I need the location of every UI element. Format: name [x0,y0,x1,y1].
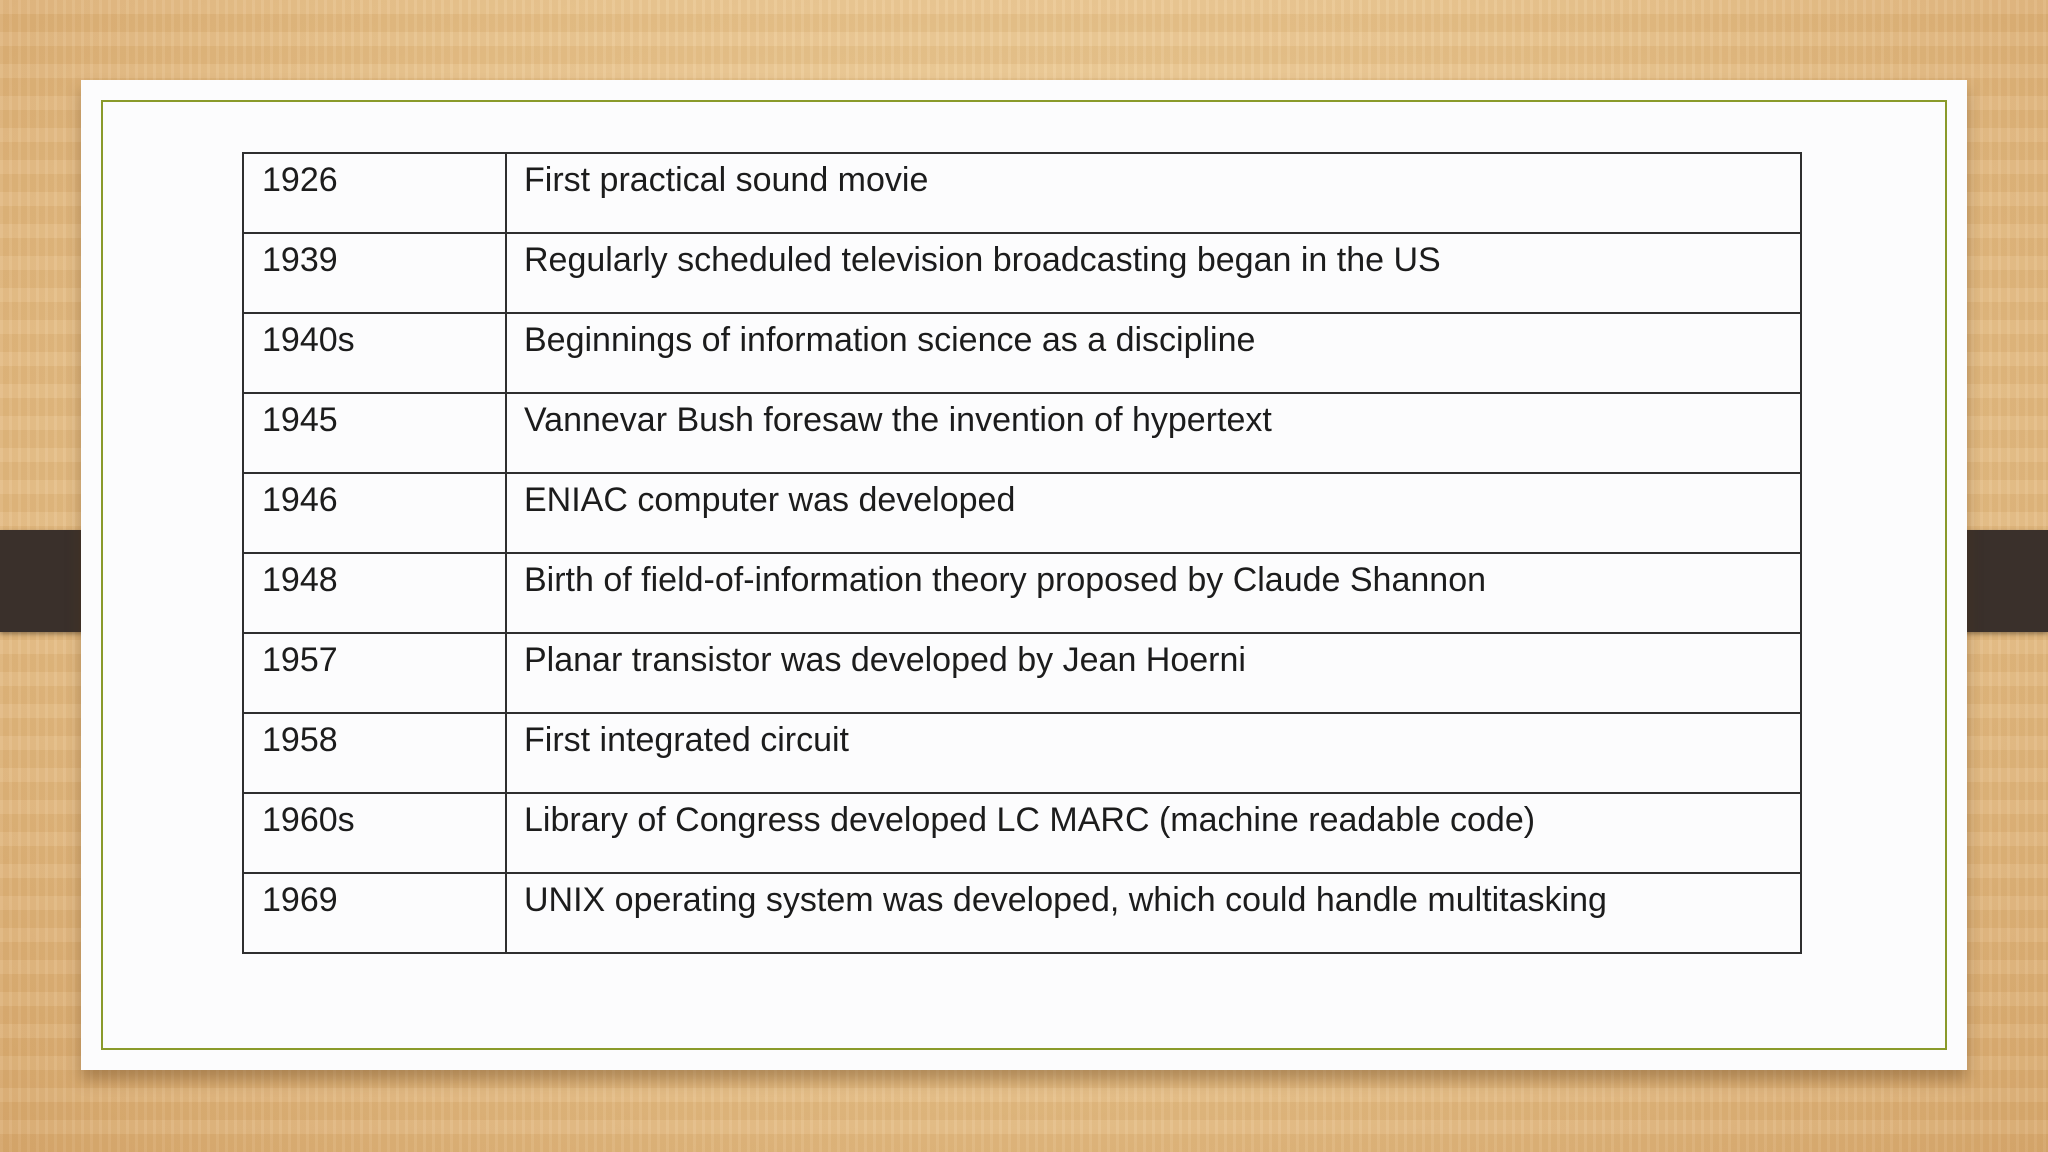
event-cell: ENIAC computer was developed [506,473,1801,553]
year-cell: 1957 [243,633,506,713]
event-cell: Planar transistor was developed by Jean Hoerni [506,633,1801,713]
year-cell: 1958 [243,713,506,793]
year-cell: 1926 [243,153,506,233]
event-cell: Vannevar Bush foresaw the invention of hypertext [506,393,1801,473]
year-cell: 1948 [243,553,506,633]
year-cell: 1939 [243,233,506,313]
table-row [243,393,1801,473]
table-row [243,553,1801,633]
table-row [243,713,1801,793]
table-row [243,793,1801,873]
year-cell: 1945 [243,393,506,473]
table-row [243,473,1801,553]
year-cell: 1969 [243,873,506,953]
event-cell: UNIX operating system was developed, which could handle multitasking [506,873,1801,953]
year-cell: 1946 [243,473,506,553]
event-cell: Library of Congress developed LC MARC (machine readable code) [506,793,1801,873]
event-cell: Beginnings of information science as a discipline [506,313,1801,393]
event-cell: First integrated circuit [506,713,1801,793]
table-row [243,233,1801,313]
year-cell: 1940s [243,313,506,393]
event-cell: Birth of field-of-information theory proposed by Claude Shannon [506,553,1801,633]
event-cell: First practical sound movie [506,153,1801,233]
timeline-table [242,152,1802,954]
table-row [243,633,1801,713]
table-row [243,873,1801,953]
event-cell: Regularly scheduled television broadcasting began in the US [506,233,1801,313]
table-row [243,153,1801,233]
year-cell: 1960s [243,793,506,873]
table-row [243,313,1801,393]
